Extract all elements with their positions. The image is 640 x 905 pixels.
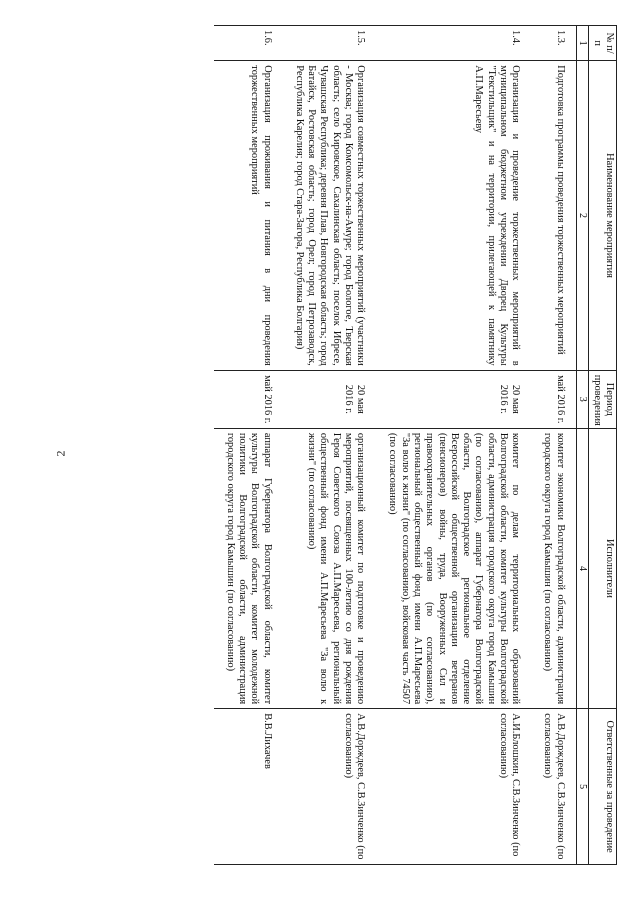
row-number: 1.6.: [214, 26, 283, 61]
row-number: 1.5.: [283, 26, 377, 61]
table-row: [531, 26, 576, 865]
column-number-row: [576, 26, 589, 865]
column-number: 5: [576, 709, 589, 865]
column-number: 4: [576, 428, 589, 708]
column-number: 3: [576, 370, 589, 428]
event-name: Подготовка программы проведения торжественных мероприятий: [531, 61, 576, 370]
column-number: 2: [576, 61, 589, 370]
event-responsible: В.В.Лихачев: [214, 709, 283, 865]
event-executors: комитет по делам территориальных образований Волгоградской области, комитет культуры Волгоградской области, администрация городского округа город Камышин (по согласованию), аппарат Губернатора Волгоградской области, Волгоградское региональное отделение Всероссийской общественной организации ветеранов (пенсионеров) войны, труда, Вооруженных Сил и правоохранительных органов (по согласованию), региональный общественный фонд имени А.П.Маресьева "За волю к жизни" (по согласованию), войсковая часть 74507 (по согласованию): [376, 428, 531, 708]
event-executors: аппарат Губернатора Волгоградской области, комитет культуры Волгоградской области, комитет молодежной политики Волгоградской области, администрация городского округа город Камышин (по согласованию): [214, 428, 283, 708]
header-responsible: Ответственные за проведение: [589, 709, 617, 865]
header-period: Период проведения: [589, 370, 617, 428]
event-name: Организация и проведение торжественных мероприятий в муниципальном бюджетном учреждении Дворец Культуры "Текстильщик" и на территории, прилегающей к памятнику А.П.Маресьеву: [376, 61, 531, 370]
events-plan-table: [214, 25, 617, 865]
header-executors: Исполнители: [589, 428, 617, 708]
event-responsible: А.В.Дорждеев, С.В.Зинченко (по согласованию): [283, 709, 377, 865]
row-number: 1.4.: [376, 26, 531, 61]
event-period: 20 мая 2016 г.: [283, 370, 377, 428]
table-row: [283, 26, 377, 865]
column-number: 1: [576, 26, 589, 61]
event-period: май 2016 г.: [531, 370, 576, 428]
event-period: май 2016 г.: [214, 370, 283, 428]
page-number: 2: [53, 450, 68, 457]
header-num: № п/п: [589, 26, 617, 61]
event-name: Организация совместных торжественных мероприятий (участники - Москва; город Комсомольск-на-Амуре; город Бологое, Тверская область; село Кировское, Сахалинская область; поселок Ибресе, Чувашская Республика; деревня Плав, Новгородская область; город Батайск, Ростовская область; город Орел; город Петрозаводск, Республика Карелия; город Стара-Загора, Республика Болгария): [283, 61, 377, 370]
table-row: [376, 26, 531, 865]
event-executors: организационный комитет по подготовке и проведению мероприятий, посвященных 100-летию со дня рождения Героя Советского Союза А.П.Маресьева, региональный общественный фонд имени А.П.Маресьева "За волю к жизни" (по согласованию): [283, 428, 377, 708]
event-name: Организация проживания и питания в дни проведения торжественных мероприятий: [214, 61, 283, 370]
event-responsible: А.И.Блошкин, С.В.Зинченко (по согласованию): [376, 709, 531, 865]
event-executors: комитет экономики Волгоградской области, администрация городского округа город Камышин (по согласованию): [531, 428, 576, 708]
event-responsible: А.В.Дорждеев, С.В.Зинченко (по согласованию): [531, 709, 576, 865]
table-row: [214, 26, 283, 865]
rotated-sheet: [61, 25, 617, 865]
header-row: [589, 26, 617, 865]
event-period: 20 мая 2016 г.: [376, 370, 531, 428]
header-name: Наименование мероприятия: [589, 61, 617, 370]
row-number: 1.3.: [531, 26, 576, 61]
